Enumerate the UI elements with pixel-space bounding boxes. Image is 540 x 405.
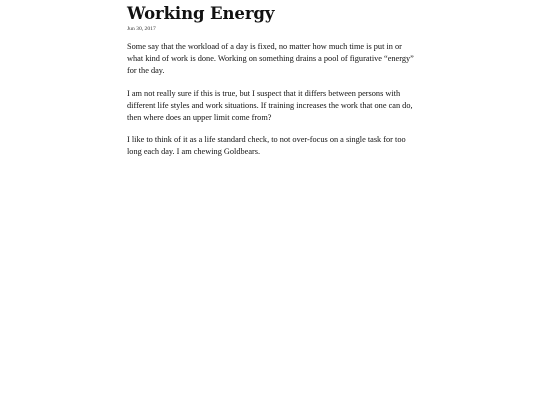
blog-post	[127, 4, 417, 169]
post-paragraph: Some say that the workload of a day is fixed, no matter how much time is put in or what kind of work is done. Working on something drains a pool of figurative “energy” for the day.	[127, 42, 414, 76]
post-date: Jun 30, 2017	[127, 26, 156, 32]
post-body	[127, 41, 417, 159]
post-title: Working Energy	[127, 4, 275, 23]
post-paragraph: I am not really sure if this is true, but I suspect that it differs between persons with different life styles and work situations. If training increases the work that one can do, then where does an upper limit come from?	[127, 88, 413, 123]
post-paragraph: I like to think of it as a life standard check, to not over-focus on a single task for too long each day. I am chewing Goldbears.	[127, 135, 406, 157]
